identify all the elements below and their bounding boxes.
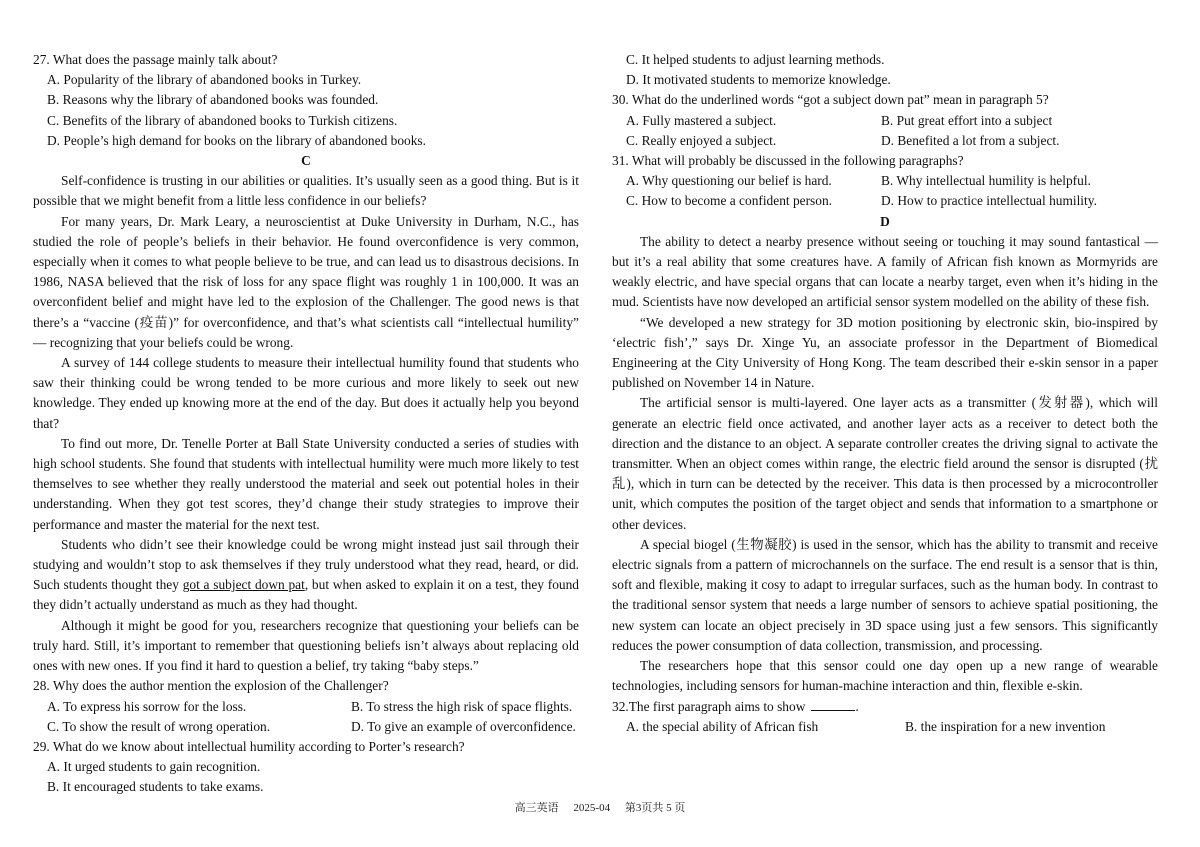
paragraph-5-text-after: , but when asked to explain it on a test, they found they didn’t actually understand as much as they had thought. bbox=[33, 577, 579, 613]
paragraph-5-text-before: Students who didn’t see their knowledge could be wrong might instead just sail through their studying and wouldn’t stop to ask themselves if they truly understood what they read, heard, or did. Such students thought they bbox=[33, 536, 579, 593]
q32-options-row-1 bbox=[612, 717, 1158, 737]
passage-c-paragraph-2: For many years, Dr. Mark Leary, a neuroscientist at Duke University in Durham, N.C., has studied the role of people’s beliefs in their behavior. He found overconfidence is very common, especially when it comes to what people believe to be true, and can lead us to disastrous decisions. In 1986, NASA believed that the risk of loss for any space flight was roughly 1 in 100,000. It was an overconfident belief and might have led to the explosion of the Challenger. The good news is that there’s a “vaccine (疫苗)” for overconfidence, and that’s what scientists call “intellectual humility” — recognizing that your beliefs could be wrong. bbox=[33, 213, 579, 350]
q28-option-d: D. To give an example of overconfidence. bbox=[351, 718, 576, 734]
q31-options-row-2 bbox=[612, 191, 1158, 211]
passage-c-paragraph-3: A survey of 144 college students to measure their intellectual humility found that students who saw their thinking could be wrong tended to be more curious and more likely to seek out new knowledge. They ended up knowing more at the end of the day. But does it actually help you beyond that? bbox=[33, 355, 579, 431]
q28-option-b: B. To stress the high risk of space flights. bbox=[351, 698, 573, 714]
footer-date: 2025-04 bbox=[573, 802, 611, 814]
underlined-phrase: got a subject down pat bbox=[182, 577, 305, 593]
passage-d-paragraph-5: The researchers hope that this sensor could one day open up a new range of wearable technologies, including sensors for human-machine interaction and thin, flexible e-skin. bbox=[612, 658, 1158, 694]
q29-stem: 29. What do we know about intellectual humility according to Porter’s research? bbox=[33, 738, 465, 754]
passage-c-paragraph-1: Self-confidence is trusting in our abilities or qualities. It’s usually seen as a good thing. But is it possible that we might benefit from a little less confidence in our beliefs? bbox=[33, 173, 579, 209]
left-column bbox=[33, 50, 579, 798]
passage-d-paragraph-4: A special biogel (生物凝胶) is used in the sensor, which has the ability to transmit and receive electric signals from a pattern of microchannels on the surface. The end result is a sensor that is thin, soft and flexible, making it cosy to adapt to irregular surfaces, such as the human body. In contrast to the traditional sensor system that needs a large number of sensors to achieve spatial positioning, the new system can locate an object precisely in 3D space using just a few sensors. This significantly reduces the power consumption of data collection, transmission, and processing. bbox=[612, 536, 1158, 653]
q31-option-d: D. How to practice intellectual humility. bbox=[881, 193, 1097, 209]
q28-option-c: C. To show the result of wrong operation. bbox=[47, 718, 271, 734]
passage-c-paragraph-4: To find out more, Dr. Tenelle Porter at Ball State University conducted a series of studies with high school students. She found that students with intellectual humility were much more likely to test themselves to see whether they really understood the material and seek out potential holes in their understanding. When they got test scores, they’d change their study strategies to improve their performance and master the material for the next test. bbox=[33, 435, 579, 532]
q29-option-c: C. It helped students to adjust learning methods. bbox=[626, 52, 885, 67]
q29-option-d: D. It motivated students to memorize knowledge. bbox=[626, 72, 891, 88]
passage-d-paragraph-2: “We developed a new strategy for 3D motion positioning by electronic skin, bio-inspired by ‘electric fish’,” says Dr. Xinge Yu, an associate professor in the Department of Biomedical Engineering at the City University of Hong Kong. The team described their e-skin sensor in a paper published on November 14 in Nature. bbox=[612, 314, 1158, 391]
right-column bbox=[612, 50, 1158, 737]
q28-stem: 28. Why does the author mention the explosion of the Challenger? bbox=[33, 678, 389, 694]
q32-stem-text: 32.The first paragraph aims to show bbox=[612, 698, 806, 714]
q31-option-c: C. How to become a confident person. bbox=[626, 193, 833, 209]
q30-option-c: C. Really enjoyed a subject. bbox=[626, 132, 777, 148]
q31-option-a: A. Why questioning our belief is hard. bbox=[626, 173, 832, 189]
q28-options-row-1 bbox=[33, 697, 579, 717]
q29-option-b: B. It encouraged students to take exams. bbox=[47, 779, 264, 795]
q29-option-a: A. It urged students to gain recognition. bbox=[47, 759, 261, 775]
section-c-heading: C bbox=[301, 153, 311, 169]
q30-options-row-1 bbox=[612, 111, 1158, 131]
q32-stem bbox=[612, 697, 1158, 717]
q27-option-a: A. Popularity of the library of abandoned books in Turkey. bbox=[47, 72, 362, 88]
section-d-heading: D bbox=[880, 213, 890, 229]
q32-stem-end: . bbox=[855, 698, 859, 714]
q32-option-b: B. the inspiration for a new invention bbox=[905, 718, 1106, 734]
q30-option-a: A. Fully mastered a subject. bbox=[626, 112, 777, 128]
q30-option-d: D. Benefited a lot from a subject. bbox=[881, 132, 1060, 148]
q27-option-d: D. People’s high demand for books on the library of abandoned books. bbox=[47, 132, 426, 148]
q27-stem: 27. What does the passage mainly talk about? bbox=[33, 52, 278, 67]
page-footer bbox=[0, 799, 1200, 815]
q27-option-c: C. Benefits of the library of abandoned books to Turkish citizens. bbox=[47, 112, 398, 128]
q28-options-row-2 bbox=[33, 717, 579, 737]
passage-d-paragraph-3: The artificial sensor is multi-layered. One layer acts as a transmitter (发射器), which will generate an electric field once activated, and another layer acts as a receiver to detect both the direction and the distance to an object. A separate controller creates the driving signal to activate the transmitter. When an object comes within range, the electric field around the sensor is disrupted (扰乱), which in turn can be detected by the receiver. This data is then processed by a microcontroller unit, which computes the position of the target object and sends that information to a smartphone or other devices. bbox=[612, 395, 1158, 532]
footer-page-number: 第3页共 5 页 bbox=[624, 802, 686, 814]
q28-option-a: A. To express his sorrow for the loss. bbox=[47, 698, 247, 714]
q30-options-row-2 bbox=[612, 131, 1158, 151]
q31-options-row-1 bbox=[612, 171, 1158, 191]
q30-stem: 30. What do the underlined words “got a subject down pat” mean in paragraph 5? bbox=[612, 92, 1049, 108]
answer-blank bbox=[811, 698, 855, 711]
q31-stem: 31. What will probably be discussed in the following paragraphs? bbox=[612, 153, 964, 169]
passage-c-paragraph-5 bbox=[33, 535, 579, 616]
q31-option-b: B. Why intellectual humility is helpful. bbox=[881, 173, 1091, 189]
passage-d-paragraph-1: The ability to detect a nearby presence without seeing or touching it may sound fantastical — but it’s a real ability that some creatures have. A family of African fish known as Mormyrids are weakly electric, and have special organs that can locate a nearby target, even when it’s hiding in the mud. Scientists have now developed an artificial sensor system modelled on the ability of these fish. bbox=[612, 233, 1158, 310]
q30-option-b: B. Put great effort into a subject bbox=[881, 112, 1053, 128]
q32-option-a: A. the special ability of African fish bbox=[626, 718, 819, 734]
footer-subject: 高三英语 bbox=[514, 802, 559, 814]
passage-c-paragraph-6: Although it might be good for you, researchers recognize that questioning your beliefs can be truly hard. Still, it’s important to remember that questioning beliefs isn’t always about replacing old ones with new ones. If you find it hard to question a belief, try taking “baby steps.” bbox=[33, 617, 579, 674]
q27-option-b: B. Reasons why the library of abandoned books was founded. bbox=[47, 92, 379, 108]
